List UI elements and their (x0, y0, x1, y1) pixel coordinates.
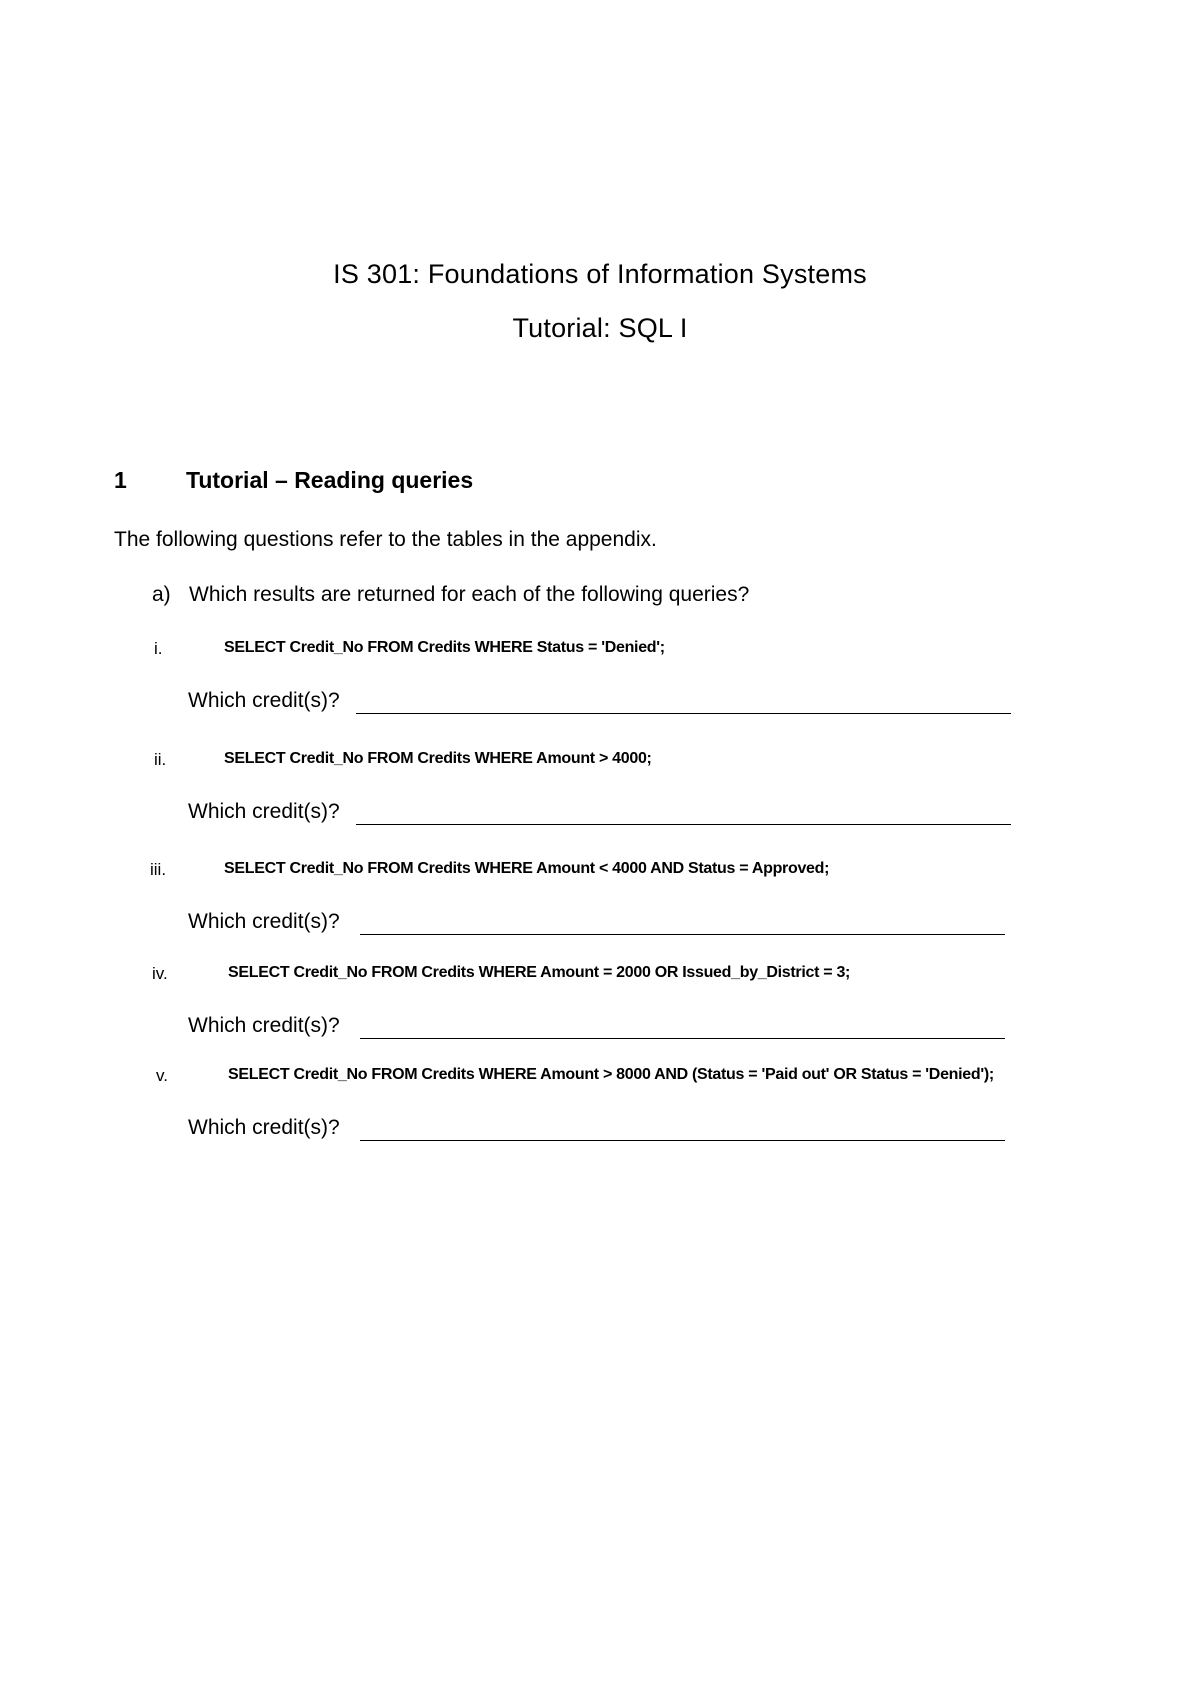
answer-blank[interactable] (360, 1140, 1005, 1141)
query-numeral: iii. (150, 860, 167, 879)
answer-blank[interactable] (360, 934, 1005, 935)
intro-paragraph: The following questions refer to the tables in the appendix. (114, 528, 657, 551)
query-numeral: ii. (154, 750, 167, 769)
tutorial-title: Tutorial: SQL I (512, 313, 688, 343)
query-sql: SELECT Credit_No FROM Credits WHERE Amount > 4000; (224, 750, 652, 767)
answer-blank[interactable] (360, 1038, 1005, 1039)
query-sql: SELECT Credit_No FROM Credits WHERE Amount = 2000 OR Issued_by_District = 3; (228, 964, 851, 981)
answer-line-4 (0, 1014, 1200, 1044)
section-title: Tutorial – Reading queries (186, 467, 474, 493)
answer-prompt: Which credit(s)? (188, 1116, 340, 1139)
query-numeral: v. (156, 1066, 168, 1085)
answer-blank[interactable] (356, 713, 1011, 714)
query-sql: SELECT Credit_No FROM Credits WHERE Amount < 4000 AND Status = Approved; (224, 860, 830, 877)
question-a-marker: a) (152, 583, 171, 606)
query-sql: SELECT Credit_No FROM Credits WHERE Status = 'Denied'; (224, 639, 665, 656)
course-title: IS 301: Foundations of Information Systems (333, 259, 867, 289)
question-a-text: Which results are returned for each of the following queries? (189, 583, 750, 606)
query-item-1 (0, 639, 1200, 663)
answer-prompt: Which credit(s)? (188, 689, 340, 712)
answer-prompt: Which credit(s)? (188, 910, 340, 933)
query-numeral: i. (154, 639, 163, 658)
answer-prompt: Which credit(s)? (188, 800, 340, 823)
query-item-4 (0, 964, 1200, 988)
answer-line-2 (0, 800, 1200, 830)
answer-line-3 (0, 910, 1200, 940)
query-sql: SELECT Credit_No FROM Credits WHERE Amount > 8000 AND (Status = 'Paid out' OR Status = 'Denied'); (228, 1066, 994, 1083)
query-item-3 (0, 860, 1200, 884)
query-numeral: iv. (152, 964, 168, 983)
answer-line-5 (0, 1116, 1200, 1146)
query-item-5 (0, 1066, 1200, 1090)
answer-blank[interactable] (356, 824, 1011, 825)
query-item-2 (0, 750, 1200, 774)
answer-line-1 (0, 689, 1200, 719)
section-number: 1 (114, 467, 127, 493)
answer-prompt: Which credit(s)? (188, 1014, 340, 1037)
